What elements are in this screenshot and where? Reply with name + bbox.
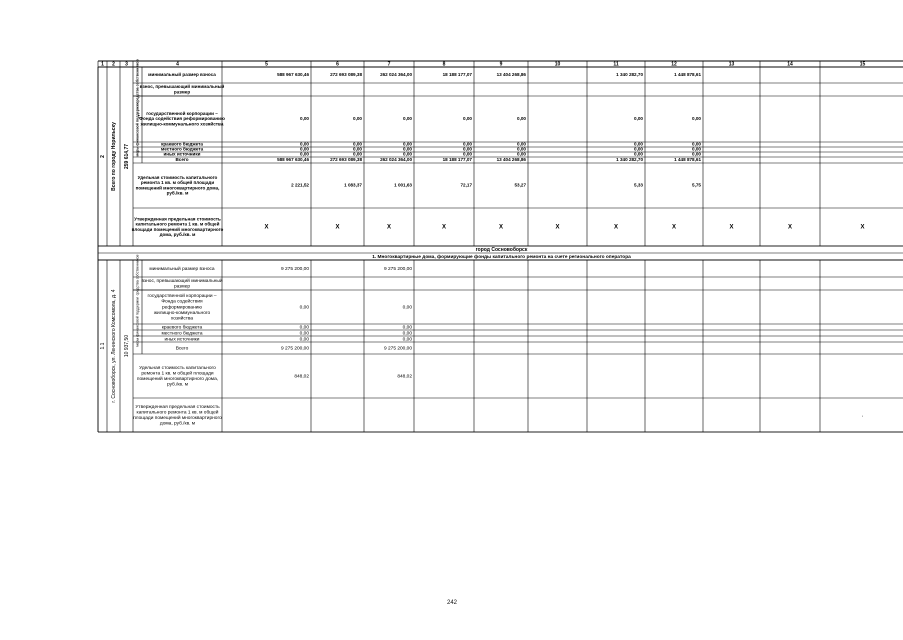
row-label-excess_contribution: размер (173, 284, 191, 290)
cell-value-local_budget: 0,00 (299, 331, 309, 337)
cell-value-max_cost: X (860, 224, 865, 231)
row-label-fund_support: Фонда содействия реформированию (139, 116, 225, 122)
block-number: 1.1 (99, 342, 106, 350)
cell-value-max_cost: X (264, 224, 269, 231)
group-owners-funds: средства собственников (135, 254, 140, 296)
cell-value-unit_cost: 1 083,37 (344, 182, 362, 188)
cell-value-max_cost: X (671, 224, 677, 231)
cell-value-other_sources: 0,00 (403, 151, 412, 157)
cell-value-other_sources: 0,00 (353, 151, 362, 157)
cell-value-unit_cost: 72,17 (460, 182, 472, 188)
row-label-local_budget: местного бюджета (160, 146, 204, 152)
cell-value-unit_cost: 53,27 (514, 182, 526, 188)
row-label-min_contribution: минимальный размер взноса (149, 266, 215, 272)
cell-value-min_contribution: 9 275 200,00 (383, 266, 412, 272)
cell-value-unit_cost: 2 221,52 (291, 182, 309, 188)
cell-value-min_contribution: 9 275 200,00 (280, 266, 309, 272)
cell-value-total: 1 340 282,70 (616, 157, 643, 163)
cell-value-local_budget: 0,00 (300, 146, 309, 152)
cell-value-other_sources: 0,00 (299, 337, 309, 343)
cell-value-other_sources: 0,00 (402, 337, 412, 343)
cell-value-min_contribution: 272 693 089,38 (330, 72, 362, 78)
cell-value-regional_budget: 0,00 (353, 141, 362, 147)
row-label-min_contribution: минимальный размер взноса (148, 72, 216, 78)
row-label-unit_cost: руб./кв. м (166, 190, 189, 196)
cell-value-total: 18 188 177,07 (442, 157, 472, 163)
row-label-max_cost: площади помещений многоквартирного (133, 416, 222, 422)
row-label-excess_contribution: размер (173, 89, 191, 95)
group-owners-funds: средства собственников (135, 59, 140, 104)
row-label-fund_support: жилищно-коммунального хозяйства (140, 121, 224, 127)
cell-value-min_contribution: 13 404 268,86 (496, 72, 526, 78)
cell-value-regional_budget: 0,00 (517, 141, 526, 147)
cell-value-total: 13 404 268,86 (496, 157, 526, 163)
cell-value-min_contribution: 1 448 878,61 (674, 72, 701, 78)
cell-value-max_cost: X (729, 224, 734, 231)
row-label-unit_cost: помещений многоквартирного дома, (136, 377, 219, 383)
cell-value-fund_support: 0,00 (299, 305, 309, 311)
cell-value-fund_support: 0,00 (692, 116, 701, 122)
cell-value-min_contribution: 18 188 177,07 (442, 72, 472, 78)
cell-value-max_cost: X (555, 224, 560, 231)
city-heading: город Сосновоборск (475, 246, 528, 253)
cell-value-max_cost: X (386, 224, 392, 231)
row-label-max_cost: площади помещений многоквартирного (131, 226, 224, 232)
cell-value-total: 262 024 364,00 (380, 157, 412, 163)
cell-value-unit_cost: 848,02 (397, 374, 412, 380)
cell-value-max_cost: X (335, 224, 340, 231)
section-heading: 1. Многоквартирные дома, формирующие фонды капитального ремонта на счете регионального оператора (372, 254, 631, 260)
cell-value-regional_budget: 0,00 (299, 325, 309, 331)
row-label-local_budget: местного бюджета (161, 331, 203, 337)
column-number: 1 (101, 61, 104, 68)
cell-value-local_budget: 0,00 (692, 146, 701, 152)
block-number: 2 (99, 155, 106, 158)
cell-value-local_budget: 0,00 (402, 331, 412, 337)
column-number: 6 (336, 61, 339, 68)
row-label-unit_cost: руб./кв. м (166, 382, 189, 388)
cell-value-other_sources: 0,00 (300, 151, 309, 157)
block-area: 10 937,50 (123, 334, 130, 358)
cell-value-unit_cost: 1 001,63 (394, 182, 412, 188)
row-label-unit_cost: Удельная стоимость капитального (139, 365, 216, 371)
cell-value-local_budget: 0,00 (353, 146, 362, 152)
row-label-fund_support: государственной корпорации – (146, 110, 218, 116)
page-number: 242 (446, 600, 457, 606)
row-label-max_cost: дома, руб./кв. м (159, 421, 196, 427)
group-support-measures: меры финансовой поддержки (135, 102, 140, 157)
cell-value-other_sources: 0,00 (463, 151, 472, 157)
group-support-measures: меры финансовой поддержки (135, 297, 140, 347)
column-number: 14 (787, 61, 793, 68)
cell-value-total: 9 275 200,00 (383, 346, 412, 352)
row-label-regional_budget: краевого бюджета (161, 141, 203, 147)
row-label-excess_contribution: взнос, превышающий минимальный (139, 84, 225, 90)
column-number: 10 (554, 61, 561, 68)
row-label-fund_support: государственной корпорации – (147, 294, 217, 300)
table-text (100, 59, 866, 427)
cell-value-fund_support: 0,00 (300, 116, 309, 122)
row-label-total: Всего (175, 157, 189, 163)
cell-value-fund_support: 0,00 (517, 116, 526, 122)
cell-value-regional_budget: 0,00 (634, 141, 643, 147)
cell-value-fund_support: 0,00 (634, 116, 643, 122)
cell-value-total: 588 967 630,46 (277, 157, 309, 163)
cell-value-min_contribution: 262 024 364,00 (380, 72, 412, 78)
cell-value-local_budget: 0,00 (517, 146, 526, 152)
cell-value-total: 1 448 878,61 (674, 157, 701, 163)
cell-value-other_sources: 0,00 (692, 151, 701, 157)
column-number: 4 (176, 61, 179, 68)
cell-value-unit_cost: 848,02 (294, 374, 309, 380)
column-number: 5 (265, 61, 268, 68)
cell-value-local_budget: 0,00 (463, 146, 472, 152)
row-label-excess_contribution: взнос, превышающий минимальный (141, 279, 223, 285)
row-label-unit_cost: Удельная стоимость капитального (137, 174, 218, 180)
column-number: 3 (125, 61, 128, 68)
cell-value-regional_budget: 0,00 (463, 141, 472, 147)
column-number: 7 (387, 61, 391, 68)
cell-value-local_budget: 0,00 (634, 146, 643, 152)
row-label-unit_cost: помещений многоквартирного дома, (135, 185, 220, 191)
cell-value-total: 272 693 089,38 (330, 157, 362, 163)
column-number: 2 (112, 61, 115, 68)
row-label-fund_support: Фонда содействия (161, 299, 203, 305)
cell-value-fund_support: 0,00 (402, 305, 412, 311)
row-label-max_cost: капитального ремонта 1 кв. м общей (136, 410, 219, 416)
cell-value-fund_support: 0,00 (463, 116, 472, 122)
row-label-other_sources: иных источники (164, 337, 200, 343)
row-label-unit_cost: ремонта 1 кв. м общей площади (140, 180, 215, 186)
cell-value-fund_support: 0,00 (403, 116, 412, 122)
cell-value-fund_support: 0,00 (353, 116, 362, 122)
column-number: 8 (442, 61, 446, 68)
row-label-fund_support: реформированию (161, 305, 203, 311)
cell-value-min_contribution: 1 340 282,70 (616, 72, 643, 78)
cell-value-max_cost: X (613, 224, 619, 231)
block-area: 259 614,77 (123, 143, 130, 170)
column-number: 12 (671, 61, 677, 68)
block-name: Всего по городу Норильску (110, 122, 117, 191)
column-number: 13 (728, 61, 735, 68)
cell-value-regional_budget: 0,00 (300, 141, 309, 147)
row-label-total: Всего (175, 346, 189, 352)
column-number: 11 (613, 61, 619, 68)
row-label-unit_cost: ремонта 1 кв. м общей площади (141, 371, 214, 377)
cell-value-unit_cost: 5,33 (634, 182, 643, 188)
cell-value-unit_cost: 5,75 (692, 182, 701, 188)
cell-value-regional_budget: 0,00 (403, 141, 412, 147)
row-label-max_cost: Утвержденная предельная стоимость (134, 216, 221, 222)
cell-value-max_cost: X (787, 224, 793, 231)
row-label-regional_budget: краевого бюджета (161, 325, 203, 331)
cell-value-other_sources: 0,00 (517, 151, 526, 157)
row-label-max_cost: Утвержденная предельная стоимость (135, 404, 220, 410)
cell-value-max_cost: X (498, 224, 504, 231)
row-label-fund_support: хозяйства (170, 316, 194, 322)
cell-value-other_sources: 0,00 (634, 151, 643, 157)
cell-value-max_cost: X (441, 224, 447, 231)
cell-value-regional_budget: 0,00 (692, 141, 701, 147)
cell-value-regional_budget: 0,00 (402, 325, 412, 331)
column-number: 15 (859, 61, 866, 68)
row-label-max_cost: дома, руб./кв. м (159, 232, 196, 238)
cell-value-local_budget: 0,00 (403, 146, 412, 152)
cell-value-max_cost: . (861, 412, 864, 419)
cell-value-min_contribution: 588 967 630,46 (277, 72, 309, 78)
column-number: 9 (499, 61, 503, 68)
cell-value-total: 9 275 200,00 (280, 346, 309, 352)
block-name: г. Сосновоборск, ул. Ленинского Комсомола, д. 4 (110, 289, 117, 403)
row-label-fund_support: жилищно-коммунального (153, 310, 211, 316)
row-label-max_cost: капитального ремонта 1 кв. м общей (135, 221, 220, 227)
row-label-other_sources: иных источники (163, 151, 201, 157)
